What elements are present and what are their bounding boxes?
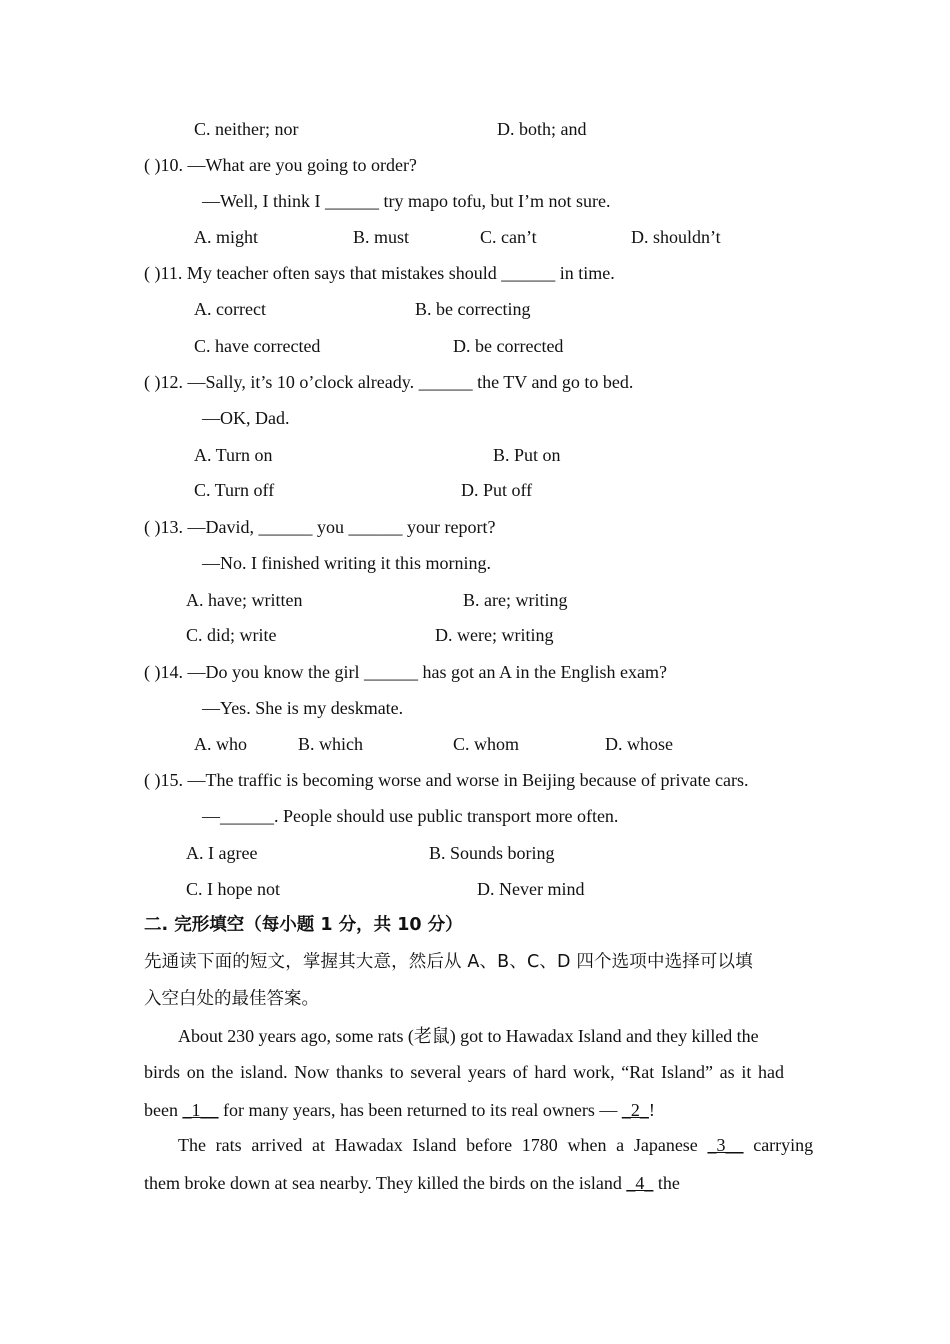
option-c: C. can’t bbox=[480, 227, 537, 247]
section-heading: 二. 完形填空（每小题 1 分，共 10 分） bbox=[144, 915, 463, 935]
question-number: ( )15. bbox=[144, 770, 183, 790]
option-a: A. who bbox=[194, 734, 247, 754]
question-stem: My teacher often says that mistakes should ______ in time. bbox=[186, 263, 615, 283]
option-b: B. which bbox=[298, 734, 363, 754]
question-reply: —______. People should use public transport more often. bbox=[202, 806, 619, 826]
option-b: B. must bbox=[353, 227, 410, 247]
option-d: D. were; writing bbox=[435, 625, 554, 645]
passage-text: been bbox=[144, 1100, 183, 1120]
question-stem: —David, ______ you ______ your report? bbox=[187, 517, 496, 537]
question-number: ( )11. bbox=[144, 263, 183, 283]
option-b: B. are; writing bbox=[463, 590, 568, 610]
question-reply: —Yes. She is my deskmate. bbox=[202, 698, 404, 718]
question-stem: —Do you know the girl ______ has got an A in the English exam? bbox=[187, 662, 667, 682]
question-reply: —OK, Dad. bbox=[202, 408, 290, 428]
question-12 bbox=[144, 371, 633, 393]
blank-1[interactable]: _1__ bbox=[182, 1100, 219, 1120]
section-instruction: 先通读下面的短文，掌握其大意，然后从 A、B、C、D 四个选项中选择可以填 bbox=[144, 952, 753, 972]
option-d: D. Never mind bbox=[477, 879, 585, 899]
question-14 bbox=[144, 661, 667, 683]
passage-text: The rats arrived at Hawadax Island before 1780 when a Japanese bbox=[178, 1135, 708, 1155]
option-d: D. be corrected bbox=[453, 336, 564, 356]
passage-line-3 bbox=[144, 1099, 655, 1121]
passage-text: the bbox=[653, 1173, 680, 1193]
q9-option-d: D. both; and bbox=[497, 119, 587, 139]
blank-4[interactable]: _4_ bbox=[626, 1173, 654, 1193]
passage-text: carrying bbox=[743, 1135, 814, 1155]
passage-text: for many years, has been returned to its real owners — bbox=[218, 1100, 622, 1120]
option-c: C. whom bbox=[453, 734, 520, 754]
option-a: A. I agree bbox=[186, 843, 258, 863]
question-number: ( )14. bbox=[144, 662, 183, 682]
option-c: C. I hope not bbox=[186, 879, 280, 899]
question-15 bbox=[144, 769, 748, 791]
option-a: A. have; written bbox=[186, 590, 303, 610]
option-c: C. have corrected bbox=[194, 336, 321, 356]
option-b: B. Sounds boring bbox=[429, 843, 555, 863]
option-a: A. correct bbox=[194, 299, 266, 319]
option-d: D. whose bbox=[605, 734, 673, 754]
question-reply: —No. I finished writing it this morning. bbox=[202, 553, 491, 573]
passage-text: them broke down at sea nearby. They killed the birds on the island bbox=[144, 1173, 627, 1193]
question-number: ( )10. bbox=[144, 155, 183, 175]
passage-line-1: About 230 years ago, some rats (老鼠) got to Hawadax Island and they killed the bbox=[178, 1026, 759, 1046]
question-stem: —What are you going to order? bbox=[187, 155, 417, 175]
question-stem: —Sally, it’s 10 o’clock already. ______ the TV and go to bed. bbox=[187, 372, 634, 392]
option-c: C. did; write bbox=[186, 625, 277, 645]
question-reply: —Well, I think I ______ try mapo tofu, but I’m not sure. bbox=[202, 191, 611, 211]
q9-option-c: C. neither; nor bbox=[194, 119, 299, 139]
blank-2[interactable]: _2_ bbox=[621, 1100, 649, 1120]
passage-text: ! bbox=[648, 1100, 655, 1120]
option-b: B. be correcting bbox=[415, 299, 531, 319]
option-d: D. Put off bbox=[461, 480, 533, 500]
passage-line-2: birds on the island. Now thanks to several years of hard work, “Rat Island” as it had bbox=[144, 1062, 785, 1082]
option-a: A. might bbox=[194, 227, 259, 247]
option-c: C. Turn off bbox=[194, 480, 275, 500]
question-number: ( )12. bbox=[144, 372, 183, 392]
option-b: B. Put on bbox=[493, 445, 561, 465]
option-a: A. Turn on bbox=[194, 445, 273, 465]
section-instruction-cont: 入空白处的最佳答案。 bbox=[144, 989, 319, 1009]
passage-line-4 bbox=[178, 1134, 813, 1156]
question-stem: —The traffic is becoming worse and worse in Beijing because of private cars. bbox=[187, 770, 749, 790]
blank-3[interactable]: _3__ bbox=[707, 1135, 744, 1155]
question-13 bbox=[144, 516, 495, 538]
question-10 bbox=[144, 154, 417, 176]
option-d: D. shouldn’t bbox=[631, 227, 721, 247]
question-11 bbox=[144, 262, 615, 284]
question-number: ( )13. bbox=[144, 517, 183, 537]
passage-line-5 bbox=[144, 1172, 680, 1194]
